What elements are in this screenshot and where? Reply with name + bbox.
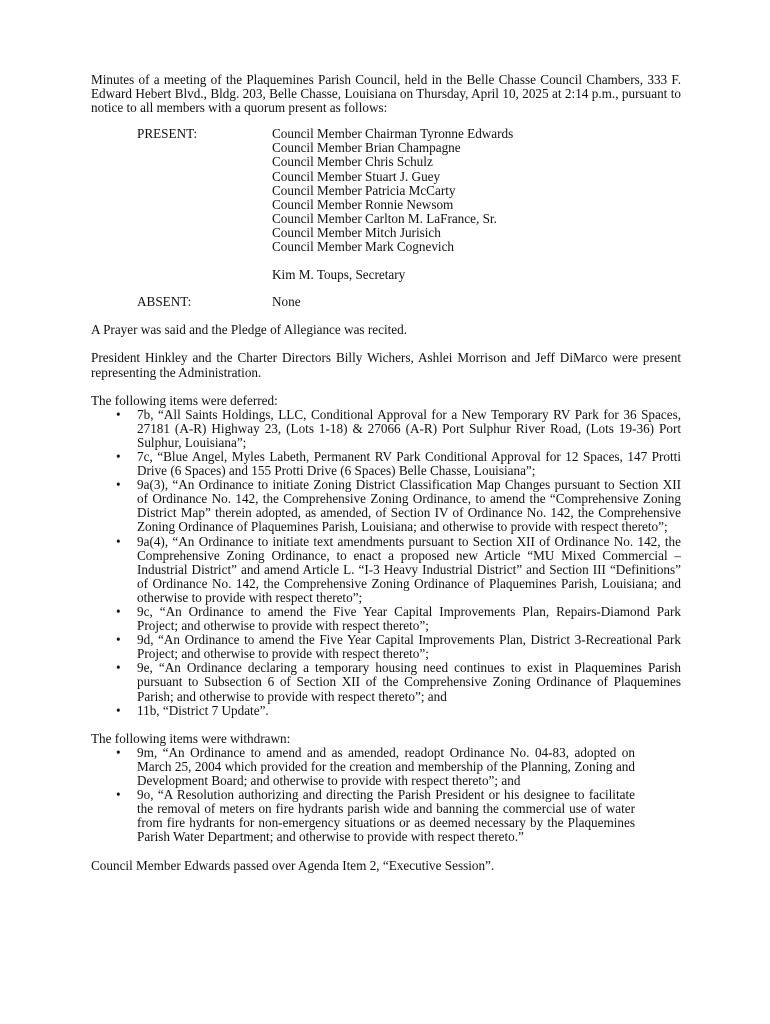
- item-text: 9e, “An Ordinance declaring a temporary housing need continues to exist in Plaquemines Parish pursuant to Subsection 6 of Section XII of the Comprehensive Zoning Ordinance of Plaquemines Parish; and otherwise to provide with respect thereto”; and: [137, 660, 681, 704]
- minutes-document: [91, 73, 681, 873]
- list-item: [91, 408, 681, 450]
- member-name: Council Member Brian Champagne: [272, 140, 461, 156]
- item-text: 9d, “An Ordinance to amend the Five Year Capital Improvements Plan, District 3-Recreational Park Project; and otherwise to provide with respect thereto”;: [137, 632, 681, 662]
- member-name: Council Member Patricia McCarty: [272, 182, 456, 198]
- item-text: 9c, “An Ordinance to amend the Five Year Capital Improvements Plan, Repairs-Diamond Park Project; and otherwise to provide with respect thereto”;: [137, 604, 681, 634]
- member-name: Council Member Chris Schulz: [272, 154, 433, 170]
- bullet-icon: •: [116, 744, 121, 760]
- absent-roster: [137, 295, 681, 309]
- member-name: Council Member Stuart J. Guey: [272, 168, 441, 184]
- list-item: [91, 450, 681, 478]
- item-text: 7c, “Blue Angel, Myles Labeth, Permanent RV Park Conditional Approval for 12 Spaces, 147 Protti Drive (6 Spaces) and 155 Protti Drive (6 Spaces) Belle Chasse, Louisiana”;: [137, 448, 681, 479]
- list-item: [91, 605, 681, 633]
- bullet-icon: •: [116, 406, 121, 422]
- meeting-intro: Minutes of a meeting of the Plaquemines Parish Council, held in the Belle Chasse Council Chambers, 333 F. Edward Hebert Blvd., Bldg. 203, Belle Chasse, Louisiana on Thursday, April 10, 2025 at 2:14 p.m., pursuant to notice to all members with a quorum present as follows:: [91, 72, 681, 116]
- bullet-icon: •: [116, 787, 121, 803]
- item-text: 9a(4), “An Ordinance to initiate text amendments pursuant to Section XII of Ordinance No. 142, the Comprehensive Zoning Ordinance, to enact a proposed new Article “MU Mixed Commercial – Industrial District” and amend Article L. “I-3 Heavy Industrial District” and Section III “Definitions” of Ordinance No. 142, the Comprehensive Zoning Ordinance of Plaquemines Parish, Louisiana; and otherwise to provide with respect thereto”;: [137, 533, 681, 605]
- bullet-icon: •: [116, 533, 121, 549]
- secretary-name: Kim M. Toups, Secretary: [272, 267, 406, 283]
- withdrawn-heading: The following items were withdrawn:: [91, 730, 291, 746]
- item-text: 9a(3), “An Ordinance to initiate Zoning District Classification Map Changes pursuant to Section XII of Ordinance No. 142, the Comprehensive Zoning Ordinance, to amend the “Comprehensive Zoning District Map” therein adopted, as amended, of Section IV of Ordinance No. 142, the Comprehensive Zoning Ordinance of Plaquemines Parish, Louisiana; and otherwise to provide with respect thereto”;: [137, 477, 681, 535]
- member-name: Council Member Ronnie Newsom: [272, 196, 454, 212]
- member-name: Council Member Mark Cognevich: [272, 239, 455, 255]
- absent-value: None: [272, 294, 301, 310]
- item-text: 7b, “All Saints Holdings, LLC, Conditional Approval for a New Temporary RV Park for 36 Spaces, 27181 (A-R) Highway 23, (Lots 1-18) & 27066 (A-R) Port Sulphur River Road, (Lots 19-36) Port Sulphur, Louisiana”;: [137, 406, 681, 450]
- list-item: [91, 478, 681, 534]
- closing-paragraph: Council Member Edwards passed over Agenda Item 2, “Executive Session”.: [91, 857, 495, 873]
- absent-label: ABSENT:: [137, 294, 192, 310]
- list-item: [91, 704, 681, 718]
- present-label: PRESENT:: [137, 126, 198, 142]
- present-members: [272, 127, 513, 282]
- member-name: Council Member Chairman Tyronne Edwards: [272, 126, 514, 142]
- administration-paragraph: President Hinkley and the Charter Directors Billy Wichers, Ashlei Morrison and Jeff DiMarco were present representing the Administration.: [91, 350, 681, 380]
- member-name: Council Member Carlton M. LaFrance, Sr.: [272, 210, 497, 226]
- list-item: [91, 746, 681, 788]
- item-text: 9m, “An Ordinance to amend and as amended, readopt Ordinance No. 04-83, adopted on March 25, 2004 which provided for the creation and membership of the Planning, Zoning and Development Board; and otherwise to provide with respect thereto”; and: [137, 744, 635, 789]
- deferred-heading: The following items were deferred:: [91, 392, 278, 408]
- present-roster: [137, 127, 681, 282]
- bullet-icon: •: [116, 448, 121, 464]
- member-name: Council Member Mitch Jurisich: [272, 224, 441, 240]
- bullet-icon: •: [116, 660, 121, 676]
- item-text: 9o, “A Resolution authorizing and directing the Parish President or his designee to facilitate the removal of meters on fire hydrants parish wide and banning the commercial use of water from fire hydrants for non-emergency situations or as deemed necessary by the Plaquemines Parish Water Department; and otherwise to provide with respect thereto.”: [137, 787, 635, 845]
- list-item: [91, 788, 681, 844]
- prayer-paragraph: A Prayer was said and the Pledge of Allegiance was recited.: [91, 322, 408, 338]
- withdrawn-list: [91, 746, 681, 845]
- list-item: [91, 535, 681, 605]
- bullet-icon: •: [116, 702, 121, 718]
- deferred-list: [91, 408, 681, 718]
- bullet-icon: •: [116, 477, 121, 493]
- list-item: [91, 661, 681, 703]
- item-text: 11b, “District 7 Update”.: [137, 702, 269, 718]
- list-item: [91, 633, 681, 661]
- bullet-icon: •: [116, 632, 121, 648]
- bullet-icon: •: [116, 604, 121, 619]
